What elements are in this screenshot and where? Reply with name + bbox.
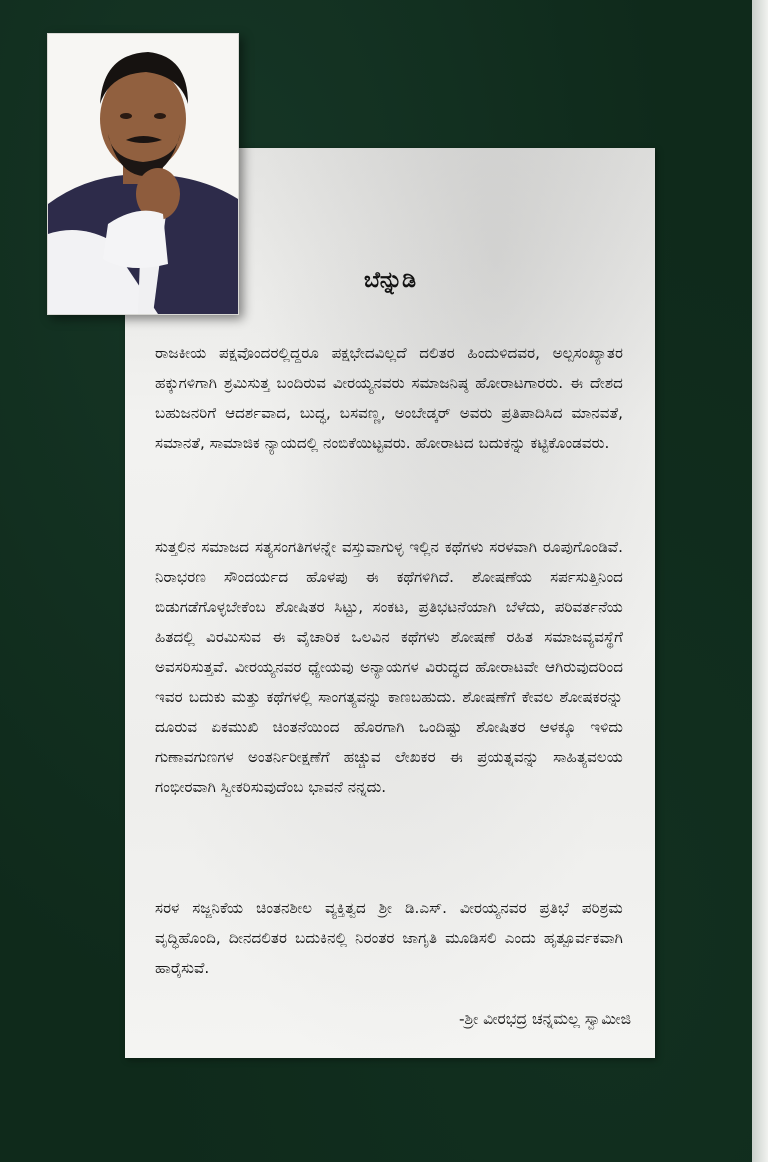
paragraph-3: ಸರಳ ಸಜ್ಜನಿಕೆಯ ಚಿಂತನಶೀಲ ವ್ಯಕ್ತಿತ್ವದ ಶ್ರೀ ಡಿ.ಎಸ್. ವೀರಯ್ಯನವರ ಪ್ರತಿಭೆ ಪರಿಶ್ರಮ ವೃದ್ಧಿಹೊಂದಿ, ದೀನದಲಿತರ ಬದುಕಿನಲ್ಲಿ ನಿರಂತರ ಜಾಗೃತಿ ಮೂಡಿಸಲಿ ಎಂದು ಹೃತ್ಪೂರ್ವಕವಾಗಿ ಹಾರೈಸುವೆ.: [155, 899, 623, 977]
paragraph-1: ರಾಜಕೀಯ ಪಕ್ಷವೊಂದರಲ್ಲಿದ್ದರೂ ಪಕ್ಷಭೇದವಿಲ್ಲದೆ ದಲಿತರ ಹಿಂದುಳಿದವರ, ಅಲ್ಪಸಂಖ್ಯಾತರ ಹಕ್ಕುಗಳಿಗಾಗಿ ಶ್ರಮಿಸುತ್ತ ಬಂದಿರುವ ವೀರಯ್ಯನವರು ಸಮಾಜನಿಷ್ಠ ಹೋರಾಟಗಾರರು. ಈ ದೇಶದ ಬಹುಜನರಿಗೆ ಆದರ್ಶವಾದ, ಬುದ್ಧ, ಬಸವಣ್ಣ, ಅಂಬೇಡ್ಕರ್ ಅವರು ಪ್ರತಿಪಾದಿಸಿದ ಮಾನವತೆ, ಸಮಾನತೆ, ಸಾಮಾಜಿಕ ನ್ಯಾಯದಲ್ಲಿ ನಂಬಿಕೆಯಿಟ್ಟವರು. ಹೋರಾಟದ ಬದುಕನ್ನು ಕಟ್ಟಿಕೊಂಡವರು.: [155, 344, 623, 452]
signature: -ಶ್ರೀ ವೀರಭದ್ರ ಚನ್ನಮಲ್ಲ ಸ್ವಾಮೀಜಿ: [458, 1010, 631, 1028]
author-photo: [47, 33, 239, 315]
heading: ಬೆನ್ನುಡಿ: [364, 268, 416, 293]
page-edge: [752, 0, 768, 1162]
paragraph-2: ಸುತ್ತಲಿನ ಸಮಾಜದ ಸತ್ಯಸಂಗತಿಗಳನ್ನೇ ವಸ್ತುವಾಗುಳ್ಳ ಇಲ್ಲಿನ ಕಥೆಗಳು ಸರಳವಾಗಿ ರೂಪುಗೊಂಡಿವೆ. ನಿರಾಭರಣ ಸೌಂದರ್ಯದ ಹೊಳಪು ಈ ಕಥೆಗಳಿಗಿದೆ. ಶೋಷಣೆಯ ಸರ್ಪಸುತ್ತಿನಿಂದ ಬಿಡುಗಡೆಗೊಳ್ಳಬೇಕೆಂಬ ಶೋಷಿತರ ಸಿಟ್ಟು, ಸಂಕಟ, ಪ್ರತಿಭಟನೆಯಾಗಿ ಬೆಳೆದು, ಪರಿವರ್ತನೆಯ ಹಿತದಲ್ಲಿ ವಿರಮಿಸುವ ಈ ವೈಚಾರಿಕ ಒಲವಿನ ಕಥೆಗಳು ಶೋಷಣೆ ರಹಿತ ಸಮಾಜವ್ಯವಸ್ಥೆಗೆ ಅವಸರಿಸುತ್ತವೆ. ವೀರಯ್ಯನವರ ಧ್ಯೇಯವು ಅನ್ಯಾಯಗಳ ವಿರುದ್ಧದ ಹೋರಾಟವೇ ಆಗಿರುವುದರಿಂದ ಇವರ ಬದುಕು ಮತ್ತು ಕಥೆಗಳಲ್ಲಿ ಸಾಂಗತ್ಯವನ್ನು ಕಾಣಬಹುದು. ಶೋಷಣೆಗೆ ಕೇವಲ ಶೋಷಕರನ್ನು ದೂರುವ ಏಕಮುಖಿ ಚಿಂತನೆಯಿಂದ ಹೊರಗಾಗಿ ಒಂದಿಷ್ಟು ಶೋಷಿತರ ಆಳಕ್ಕೂ ಇಳಿದು ಗುಣಾವಗುಣಗಳ ಅಂತರ್ನಿರೀಕ್ಷಣೆಗೆ ಹಚ್ಚುವ ಲೇಖಕರ ಈ ಪ್ರಯತ್ನವನ್ನು ಸಾಹಿತ್ಯವಲಯ ಗಂಭೀರವಾಗಿ ಸ್ವೀಕರಿಸುವುದೆಂಬ ಭಾವನೆ ನನ್ನದು.: [155, 538, 623, 796]
